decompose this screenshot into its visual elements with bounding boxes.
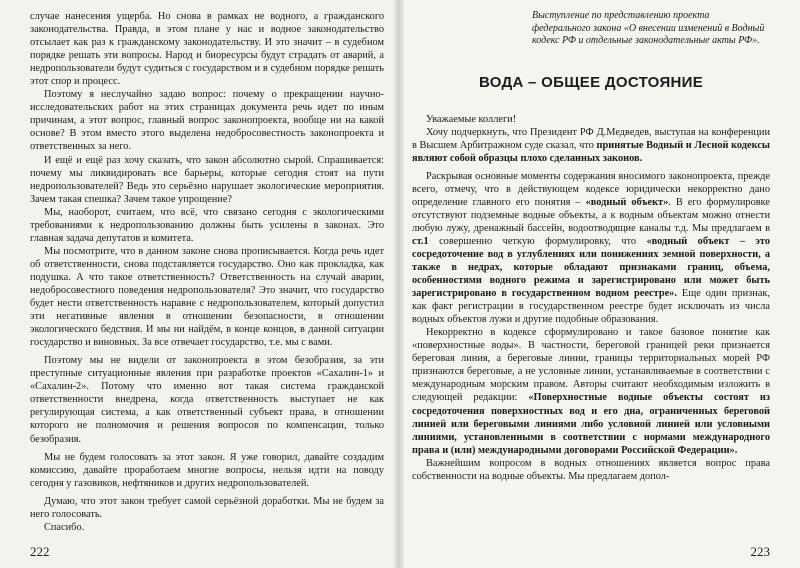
left-paragraph-2: Поэтому я неслучайно задаю вопрос: почему о прекращении научно-исследовательских работ на этих страницах документа речь идет по иным причинам, а этот вопрос, главный вопрос законопроекта, вообще ни на какой основе? В этом вместо этого выделена недобросовестность законопроекта и ответственных за него.	[30, 89, 384, 153]
page-number-right: 223	[750, 544, 770, 559]
greeting: Уважаемые коллеги!	[426, 113, 517, 125]
left-paragraph-9: Спасибо.	[44, 521, 85, 533]
p1-bold-b: принятые Водный и Лесной кодексы являют собой образцы плохо сделанных законов.	[412, 139, 770, 164]
p1-text-a: Хочу подчеркнуть, что Президент РФ Д.Медведев, выступая на конференции в Высшем Арбитражном суде сказал, что	[412, 126, 770, 151]
p2-text-c: . В его формулировке отсутствуют подземные водные объекты, а к водным объектам можно отнести любую лужу, дренажный бассейн, водоотводящие каналы т.д. Мы предлагаем в	[412, 196, 770, 234]
p2-text-g: Еще один признак, как факт регистрации в государственном реестре будет исключать из числа водных объектов лужи и другие подобные образования.	[412, 288, 770, 326]
p2-text-e: совершенно четкую формулировку, что	[428, 235, 647, 247]
epigraph-note: Выступление по представлению проекта федерального закона «О внесении изменений в Водный кодекс РФ и отдельные законодательные акты РФ».	[532, 10, 765, 46]
chapter-heading: ВОДА – ОБЩЕЕ ДОСТОЯНИЕ	[478, 73, 704, 91]
left-paragraph-7: Мы не будем голосовать за этот закон. Я уже говорил, давайте создадим комиссию, давайте проработаем многие вопросы, нельзя идти на поводу сегодня у газовиков, нефтяников и других недропользователей.	[30, 451, 384, 489]
left-page	[0, 0, 398, 568]
right-paragraph-2	[412, 170, 770, 327]
right-paragraph-4: Важнейшим вопросом в водных отношениях является вопрос права собственности на водные объекты. Мы предлагаем допол-	[412, 457, 770, 482]
p2-bold-f: «водный объект – это сосредоточение вод в углублениях или понижениях земной поверхности, а также в недрах, которые обладают признаками границ, объема, особенностями водного режима и зарегистрировано или может быть зарегистрировано в государственном водном реестре».	[412, 235, 770, 300]
book-gutter	[394, 0, 404, 568]
left-paragraph-4: Мы, наоборот, считаем, что всё, что связано сегодня с экологическими требованиями к недропользованию должны быть усилены в законах. Это главная задача депутатов и комитета.	[30, 206, 384, 244]
right-paragraph-3	[412, 326, 770, 456]
right-page	[398, 0, 800, 568]
p2-bold-d: ст.1	[412, 235, 429, 247]
left-paragraph-5: Мы посмотрите, что в данном законе снова прописывается. Когда речь идет об ответственности, снова подставляется государство. Оно как прокладка, как подушка. А что такое ответственность? Ответственность на случай аварии, недобросовестного поведения недропользователя? Это значит, что государство будет нести ответственность наравне с недропользователем, который допустил эти негативные явления в отношении безопасности, в отношении экологического бедствия. И мы ни найдём, в конце концов, в данной ситуации государство и виновных. За все отвечает государство, т.е. мы с вами.	[30, 245, 384, 349]
right-paragraph-1	[412, 126, 770, 165]
p3-bold-b: «Поверхностные водные объекты состоят из сосредоточения поверхностных вод и его дна, ограниченных береговой линией или береговыми линиями либо условной линией или условными линиями, установленными в соответствии с нормами международного права и (или) международными договорами Российской Федерации».	[412, 392, 770, 456]
p2-bold-b: «водный объект»	[585, 196, 669, 208]
p2-text-a: Раскрывая основные моменты содержания вносимого законопроекта, прежде всего, отмечу, что в действующем кодексе юридически некорректно дано определение главного его понятия –	[412, 170, 770, 208]
left-paragraph-1: случае нанесения ущерба. Но снова в рамках не водного, а гражданского законодательства. Правда, в этом плане у нас и водное законодательство отсылает как раз к гражданскому законодательству. И это значит – в судебном порядке решать эти вопросы. Народ и биоресурсы будут страдать от аварий, а недропользователи будут судиться с государством и в судебном порядке решать этот спор и процесс.	[30, 11, 384, 88]
p3-text-a: Некорректно в кодексе сформулировано и такое базовое понятие как «поверхностные воды». В частности, береговой границей реки признается береговая линия, а береговые линии, границы территориальных морей РФ признаются береговые, а не условные линии, устанавливаемые в соответствии с международным морским правом. Авторы считают необходимым изложить в следующей редакции:	[412, 327, 770, 404]
left-paragraph-8: Думаю, что этот закон требует самой серьёзной доработки. Мы не будем за него голосовать.	[30, 495, 384, 520]
left-paragraph-6: Поэтому мы не видели от законопроекта в этом безобразия, за эти преступные ситуационные явления при разработке проектов «Сахалин-1» и «Сахалин-2». Потому что именно вот такая система гражданской ответственности внедрена, когда ответственность выступает не как регулирующая система, а как ответственный субъект права, в отношении которого не полномочия и решения вопросов по компенсации, только безобразия.	[30, 355, 384, 445]
left-paragraph-3: И ещё и ещё раз хочу сказать, что закон абсолютно сырой. Спрашивается: почему мы ликвидировать все барьеры, которые сегодня стоят на пути недропользователей? Ведь это серьёзно нарушает экологические мероприятия. Зачем такая спешка? Зачем такое упрощение?	[30, 154, 384, 205]
page-number-left: 222	[30, 544, 50, 559]
